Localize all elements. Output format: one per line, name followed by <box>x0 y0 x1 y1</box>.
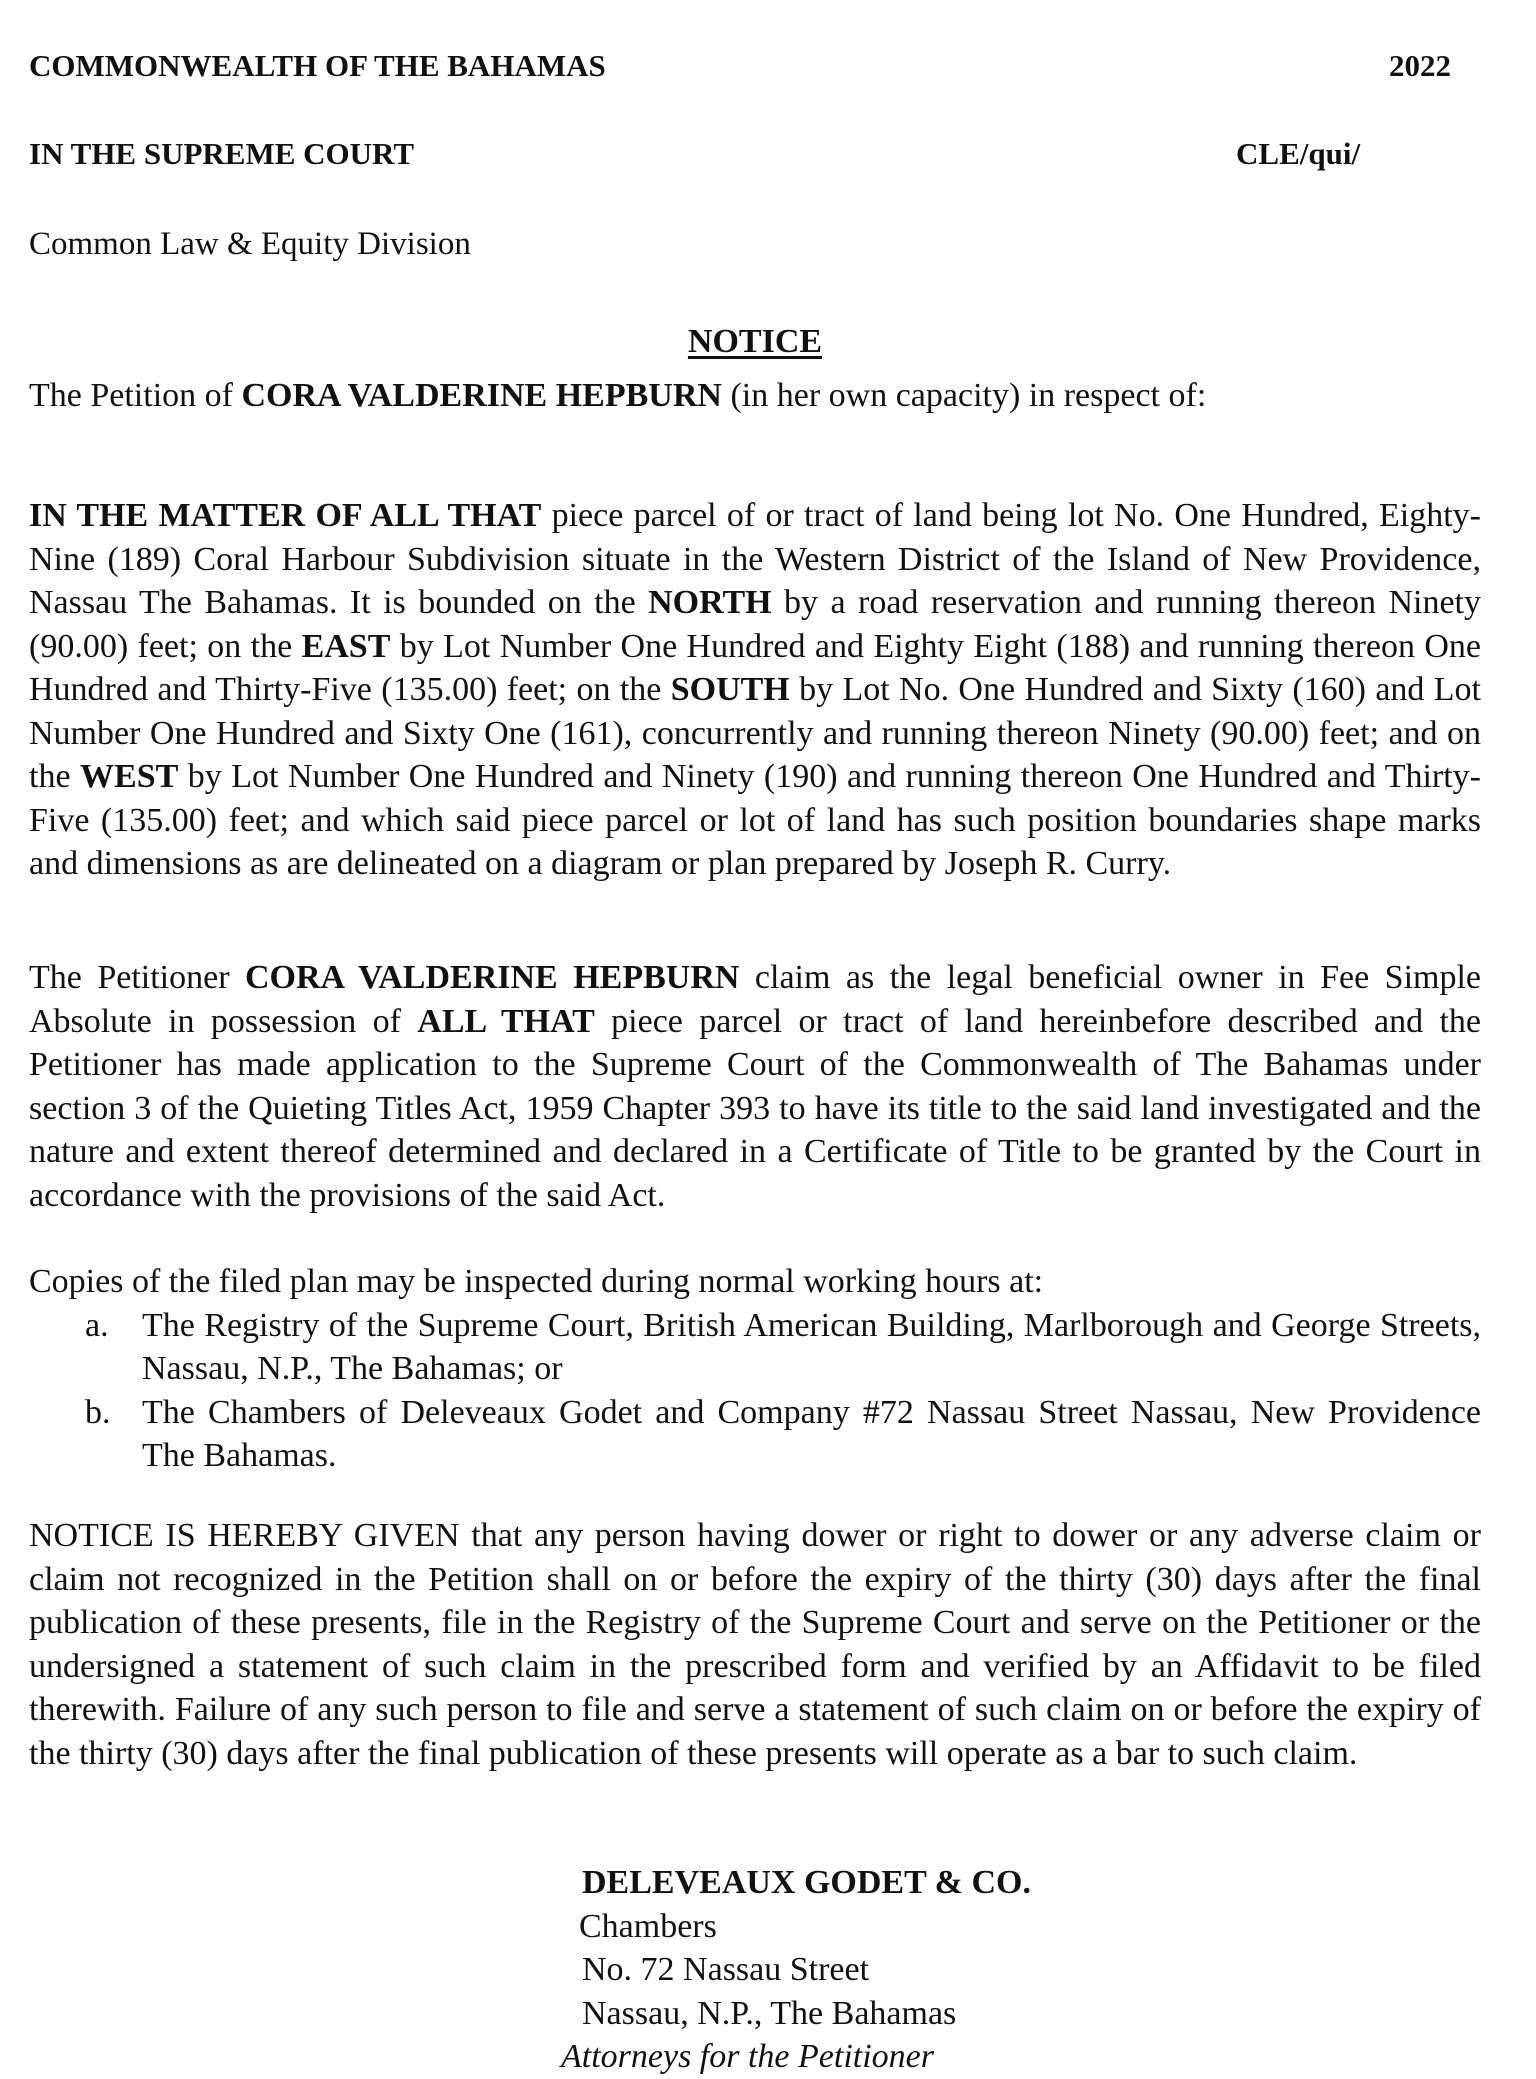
petition-paragraph <box>29 374 1481 418</box>
commonwealth-heading: COMMONWEALTH OF THE BAHAMAS <box>29 48 606 83</box>
claim-text-1: claim as the legal beneficial owner in Fee Simple Absolute in possession of <box>29 959 1482 1040</box>
petitioner-name: CORA VALDERINE HEPBURN <box>241 377 722 414</box>
firm-name: DELEVEAUX GODET & CO. <box>582 1864 1031 1901</box>
claim-petitioner-name: CORA VALDERINE HEPBURN <box>245 959 740 996</box>
chambers-label: Chambers <box>579 1907 717 1945</box>
header-row-commonwealth <box>29 44 1481 88</box>
notice-document <box>29 44 1482 2075</box>
property-description-paragraph <box>29 494 1481 886</box>
matter-text-2: by a road reservation and running thereon Ninety (90.00) feet; on the <box>29 584 1481 665</box>
city-address: Nassau, N.P., The Bahamas <box>582 1994 957 2032</box>
matter-text-3: by Lot Number One Hundred and Eighty Eight (188) and running thereon One Hundred and Thirty-Five (135.00) feet; on the <box>29 627 1481 708</box>
copies-intro: Copies of the filed plan may be inspected during normal working hours at: <box>29 1263 1044 1300</box>
list-item <box>29 1391 1481 1478</box>
petition-suffix: (in her own capacity) in respect of: <box>721 377 1207 414</box>
header-row-court <box>29 132 1481 176</box>
petition-prefix: The Petition of <box>29 377 242 414</box>
boundary-south: SOUTH <box>670 671 790 708</box>
notice-hereby-paragraph: NOTICE IS HEREBY GIVEN that any person having dower or right to dower or any adverse claim or claim not recognized in the Petition shall on or before the expiry of the thirty (30) days after the final publication of these presents, file in the Registry of the Supreme Court and serve on the Petitioner or the undersigned a statement of such claim in the prescribed form and verified by an Affidavit to be filed therewith. Failure of any such person to file and serve a statement of such claim on or before the expiry of the thirty (30) days after the final publication of these presents will operate as a bar to such claim. <box>29 1517 1481 1772</box>
inspection-locations-list <box>29 1304 1481 1478</box>
copies-section <box>29 1260 1481 1478</box>
claim-prefix: The Petitioner <box>29 959 245 996</box>
year-label: 2022 <box>1389 48 1451 83</box>
list-item <box>29 1304 1481 1391</box>
case-reference: CLE/qui/ <box>1236 136 1361 171</box>
list-item-text: The Chambers of Deleveaux Godet and Company #72 Nassau Street Nassau, New Providence The Bahamas. <box>142 1393 1481 1474</box>
division-label: Common Law & Equity Division <box>29 226 471 262</box>
boundary-west: WEST <box>80 758 179 795</box>
matter-lead: IN THE MATTER OF ALL THAT <box>29 497 542 534</box>
attorneys-role: Attorneys for the Petitioner <box>561 2038 934 2075</box>
list-item-text: The Registry of the Supreme Court, British American Building, Marlborough and George Streets, Nassau, N.P., The Bahamas; or <box>142 1306 1481 1387</box>
court-heading: IN THE SUPREME COURT <box>29 136 415 171</box>
claim-text-2: piece parcel or tract of land hereinbefore described and the Petitioner has made application to the Supreme Court of the Commonwealth of The Bahamas under section 3 of the Quieting Titles Act, 1959 Chapter 393 to have its title to the said land investigated and the nature and extent thereof determined and declared in a Certificate of Title to be granted by the Court in accordance with the provisions of the said Act. <box>29 1002 1482 1214</box>
street-address: No. 72 Nassau Street <box>582 1951 870 1988</box>
signature-block <box>561 1861 1031 2079</box>
claim-paragraph <box>29 956 1481 1217</box>
list-marker: b. <box>85 1393 111 1431</box>
notice-title: NOTICE <box>687 323 823 360</box>
boundary-east: EAST <box>301 627 391 665</box>
matter-text-5: by Lot Number One Hundred and Ninety (190) and running thereon One Hundred and Thirty-Five (135.00) feet; and which said piece parcel or lot of land has such position boundaries shape marks and dimensions as are delineated on a diagram or plan prepared by Joseph R. Curry. <box>29 758 1481 882</box>
matter-text-1: piece parcel of or tract of land being lot No. One Hundred, Eighty-Nine (189) Coral Harbour Subdivision situate in the Western District of the Island of New Providence, Nassau The Bahamas. It is bounded on the <box>29 497 1481 621</box>
claim-all-that: ALL THAT <box>417 1002 595 1040</box>
boundary-north: NORTH <box>648 584 772 621</box>
list-marker: a. <box>85 1306 109 1344</box>
matter-text-4: by Lot No. One Hundred and Sixty (160) and Lot Number One Hundred and Sixty One (161), concurrently and running thereon Ninety (90.00) feet; and on the <box>29 671 1481 795</box>
